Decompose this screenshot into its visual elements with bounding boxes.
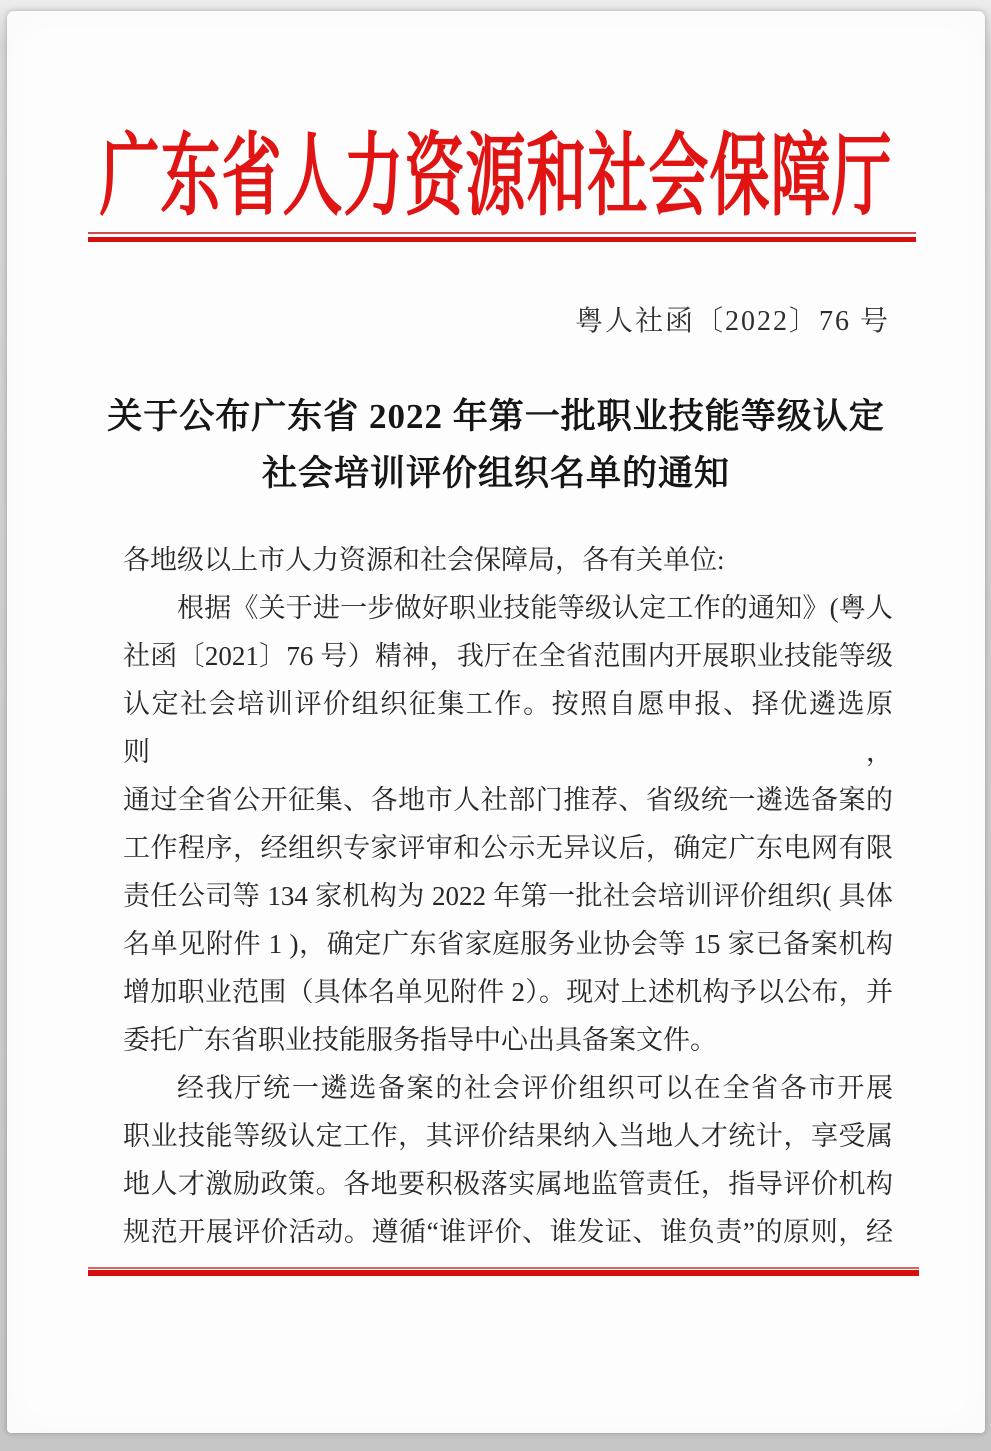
- body-line: 委托广东省职业技能服务指导中心出具备案文件。: [123, 1025, 717, 1055]
- body-line: 规范开展评价活动。遵循“谁评价、谁发证、谁负责”的原则，经: [123, 1217, 893, 1247]
- header-rule-thick-line: [88, 237, 916, 242]
- body-line: 职业技能等级认定工作，其评价结果纳入当地人才统计，享受属: [123, 1121, 893, 1151]
- body-line: 地人才激励政策。各地要积极落实属地监管责任，指导评价机构: [123, 1169, 893, 1199]
- agency-header: 广东省人力资源和社会保障厅: [99, 127, 893, 226]
- body-line: 认定社会培训评价组织征集工作。按照自愿申报、择优遴选原则，: [123, 689, 893, 767]
- title-line-2: 社会培训评价组织名单的通知: [261, 454, 730, 493]
- body-line: 社函〔2021〕76 号）精神，我厅在全省范围内开展职业技能等级: [123, 641, 893, 671]
- document-number: 粤人社函〔2022〕76 号: [574, 306, 890, 337]
- body-line: 增加职业范围（具体名单见附件 2）。现对上述机构予以公布，并: [123, 977, 893, 1007]
- salutation-line: 各地级以上市人力资源和社会保障局，各有关单位:: [123, 545, 725, 575]
- footer-double-rule: [88, 1267, 919, 1276]
- body-line: 通过全省公开征集、各地市人社部门推荐、省级统一遴选备案的: [123, 785, 893, 815]
- body-line: 名单见附件 1 )，确定广东省家庭服务业协会等 15 家已备案机构: [123, 929, 893, 959]
- body-line: 根据《关于进一步做好职业技能等级认定工作的通知》(粤人: [177, 593, 893, 623]
- body-line: 责任公司等 134 家机构为 2022 年第一批社会培训评价组织( 具体: [123, 881, 893, 911]
- body-line: 经我厅统一遴选备案的社会评价组织可以在全省各市开展: [177, 1073, 893, 1103]
- footer-rule-thick-line: [88, 1270, 919, 1276]
- header-double-rule: [88, 232, 916, 242]
- title-line-1: 关于公布广东省 2022 年第一批职业技能等级认定: [107, 397, 885, 436]
- document-page: [7, 11, 985, 1433]
- document-body: [123, 536, 893, 1256]
- body-line: 工作程序，经组织专家评审和公示无异议后，确定广东电网有限: [123, 833, 893, 863]
- document-title: [7, 388, 985, 502]
